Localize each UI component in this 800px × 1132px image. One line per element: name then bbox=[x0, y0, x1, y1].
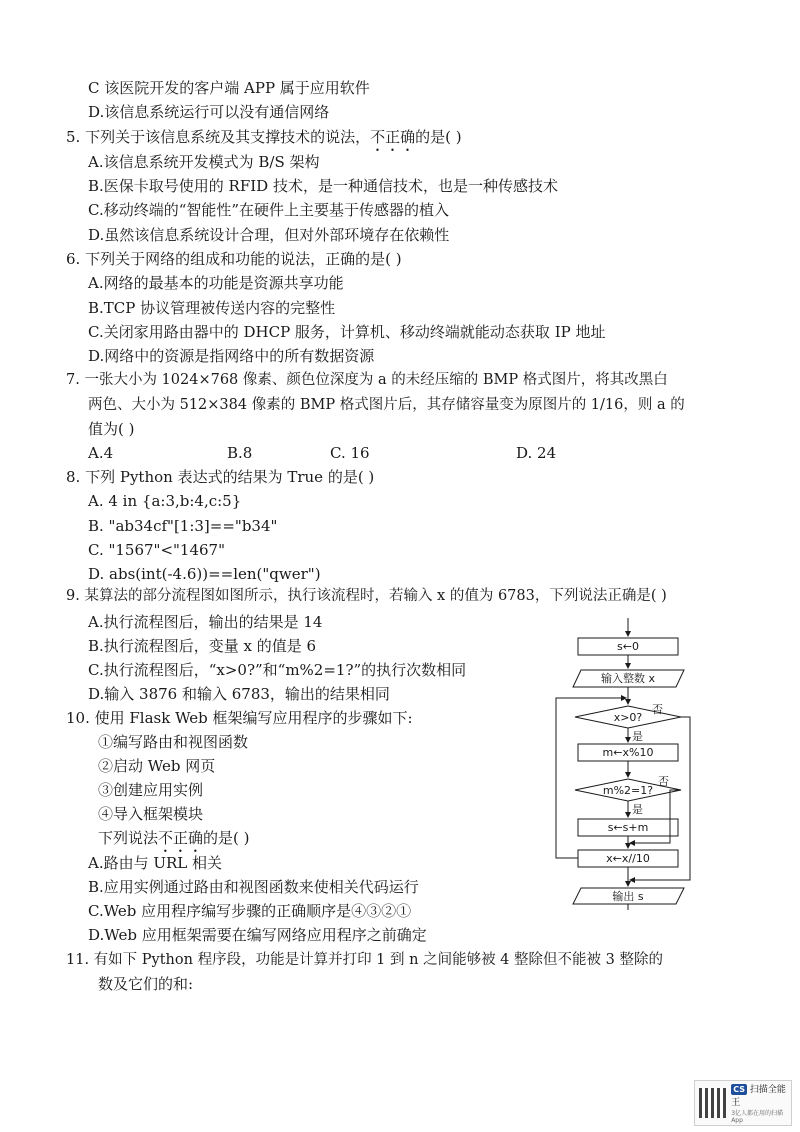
q6-option-d: D.网络中的资源是指网络中的所有数据资源 bbox=[88, 347, 375, 365]
cs-badge: CS bbox=[733, 1085, 745, 1094]
q5-option-b: B.医保卡取号使用的 RFID 技术，是一种通信技术，也是一种传感技术 bbox=[88, 177, 558, 195]
q10-step-2: ②启动 Web 网页 bbox=[98, 757, 216, 775]
q8-option-c: C. "1567"<"1467" bbox=[88, 541, 225, 559]
q7-stem-line2: 两色、大小为 512×384 像素的 BMP 格式图片后，其存储容量变为原图片的 1/16，则 a 的 bbox=[88, 397, 685, 413]
q5-stem bbox=[66, 127, 462, 155]
q9-stem: 9. 某算法的部分流程图如图所示，执行该流程时，若输入 x 的值为 6783，下列说法正确是( ) bbox=[66, 588, 667, 604]
q9-option-b: B.执行流程图后，变量 x 的值是 6 bbox=[88, 637, 317, 655]
q7-option-b: B.8 bbox=[227, 444, 253, 462]
flow-yes2-label: 是 bbox=[632, 803, 643, 816]
q10-step-1: ①编写路由和视图函数 bbox=[98, 733, 249, 751]
flowchart bbox=[546, 618, 726, 910]
q8-option-b: B. "ab34cf"[1:3]=="b34" bbox=[88, 517, 278, 535]
q5-option-d: D.虽然该信息系统设计合理，但对外部环境存在依赖性 bbox=[88, 226, 450, 244]
q7-option-d: D. 24 bbox=[516, 444, 557, 462]
watermark-tagline: 3亿人都在用的扫描App bbox=[731, 1110, 784, 1124]
flow-cond2-label: m%2=1? bbox=[602, 784, 654, 797]
q9-option-a: A.执行流程图后，输出的结果是 14 bbox=[88, 613, 323, 631]
q5-option-c: C.移动终端的“智能性”在硬件上主要基于传感器的植入 bbox=[88, 201, 450, 219]
q10-step-3: ③创建应用实例 bbox=[98, 781, 204, 799]
q10-step-4: ④导入框架模块 bbox=[98, 805, 204, 823]
q5-stem-text: 5. 下列关于该信息系统及其支撑技术的说法， bbox=[66, 128, 371, 146]
flow-step2-label: s←s+m bbox=[607, 821, 649, 834]
q6-option-c: C.关闭家用路由器中的 DHCP 服务，计算机、移动终端就能动态获取 IP 地址 bbox=[88, 323, 606, 341]
q11-stem-line1: 11. 有如下 Python 程序段，功能是计算并打印 1 到 n 之间能够被 4 整除但不能被 3 整除的 bbox=[66, 952, 663, 968]
watermark-name: 扫描全能王 bbox=[731, 1085, 786, 1108]
qr-code-icon bbox=[699, 1088, 727, 1118]
q7-stem-line3: 值为( ) bbox=[88, 420, 135, 438]
q10-option-d: D.Web 应用框架需要在编写网络应用程序之前确定 bbox=[88, 926, 427, 944]
q10-question-text: 下列说法 bbox=[98, 829, 159, 847]
q8-stem: 8. 下列 Python 表达式的结果为 True 的是( ) bbox=[66, 468, 375, 486]
q9-option-c: C.执行流程图后，“x>0?”和“m%2=1?”的执行次数相同 bbox=[88, 661, 467, 679]
q7-option-a: A.4 bbox=[88, 444, 114, 462]
flow-init-label: s←0 bbox=[617, 640, 639, 653]
q10-option-a: A.路由与 URL 相关 bbox=[88, 854, 223, 872]
flow-step1-label: m←x%10 bbox=[602, 746, 654, 759]
q6-option-b: B.TCP 协议管理被传送内容的完整性 bbox=[88, 299, 336, 317]
q10-emphasis: 不正确 bbox=[158, 829, 204, 847]
q8-option-a: A. 4 in {a:3,b:4,c:5} bbox=[88, 492, 242, 510]
flow-cond1-label: x>0? bbox=[613, 711, 643, 724]
q7-option-c: C. 16 bbox=[330, 444, 370, 462]
q10-option-c: C.Web 应用程序编写步骤的正确顺序是④③②① bbox=[88, 902, 412, 920]
q10-option-b: B.应用实例通过路由和视图函数来使相关代码运行 bbox=[88, 878, 419, 896]
scanner-watermark bbox=[694, 1080, 792, 1126]
watermark-text bbox=[731, 1082, 791, 1124]
q4-option-c: C 该医院开发的客户端 APP 属于应用软件 bbox=[88, 79, 370, 97]
q5-option-a: A.该信息系统开发模式为 B/S 架构 bbox=[88, 153, 320, 171]
flow-yes1-label: 是 bbox=[632, 730, 643, 743]
flow-input-label: 输入整数 x bbox=[600, 672, 656, 685]
q5-emphasis: 不正确 bbox=[370, 128, 416, 146]
q10-stem: 10. 使用 Flask Web 框架编写应用程序的步骤如下: bbox=[66, 709, 413, 727]
flow-step3-label: x←x//10 bbox=[606, 852, 650, 865]
flow-no2-label: 否 bbox=[658, 775, 669, 788]
q6-option-a: A.网络的最基本的功能是资源共享功能 bbox=[88, 274, 344, 292]
flow-output-label: 输出 s bbox=[612, 890, 644, 903]
q9-option-d: D.输入 3876 和输入 6783，输出的结果相同 bbox=[88, 685, 390, 703]
q7-stem-line1: 7. 一张大小为 1024×768 像素、颜色位深度为 a 的未经压缩的 BMP 格式图片，将其改黑白 bbox=[66, 372, 668, 388]
q4-option-d: D.该信息系统运行可以没有通信网络 bbox=[88, 103, 330, 121]
q10-question bbox=[98, 828, 250, 856]
q5-stem-end: 的是( ) bbox=[415, 128, 462, 146]
q8-option-d: D. abs(int(-4.6))==len("qwer") bbox=[88, 565, 321, 583]
q10-question-end: 的是( ) bbox=[203, 829, 250, 847]
q11-stem-line2: 数及它们的和: bbox=[98, 975, 194, 993]
q6-stem: 6. 下列关于网络的组成和功能的说法，正确的是( ) bbox=[66, 250, 402, 268]
flow-no1-label: 否 bbox=[652, 703, 663, 716]
